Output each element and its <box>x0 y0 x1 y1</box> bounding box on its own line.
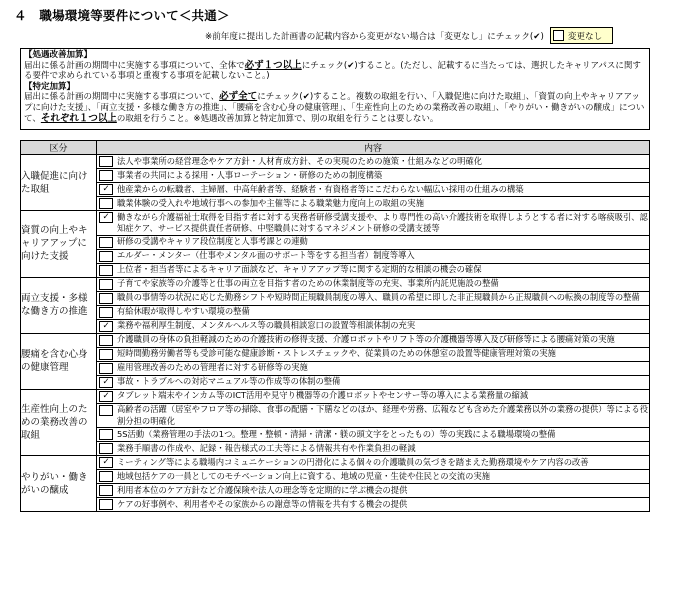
requirement-item <box>97 390 649 403</box>
requirement-text: 5S活動（業務管理の手法の1つ。整理・整頓・清掃・清潔・躾の頭文字をとったもの）等の実践による職場環境の整備 <box>117 428 556 439</box>
checkbox[interactable] <box>99 349 113 360</box>
requirement-text: 子育てや家族等の介護等と仕事の両立を目指す者のための休業制度等の充実、事業所内託児施設の整備 <box>117 278 499 288</box>
requirement-item <box>97 291 649 305</box>
category-row <box>21 211 650 278</box>
requirement-text: 雇用管理改善のための管理者に対する研修等の実施 <box>117 362 308 372</box>
category-label: やりがい・働きがいの醸成 <box>21 456 97 512</box>
category-row <box>21 333 650 389</box>
requirement-item <box>97 196 649 210</box>
requirement-text: エルダー・メンター（仕事やメンタル面のサポート等をする担当者）制度等導入 <box>117 250 415 260</box>
checkbox[interactable] <box>99 279 113 290</box>
requirement-item <box>97 278 649 291</box>
category-row <box>21 389 650 456</box>
requirement-text: 他産業からの転職者、主婦層、中高年齢者等、経験者・有資格者等にこだわらない幅広い採用の仕組みの構築 <box>117 183 524 194</box>
requirement-item <box>97 497 649 511</box>
requirement-text: 職員の事情等の状況に応じた勤務シフトや短時間正規職員制度の導入、職員の希望に即した非正規職員から正規職員への転換の制度等の整備 <box>117 292 640 302</box>
checkbox[interactable] <box>99 499 113 510</box>
category-items <box>97 155 650 211</box>
category-items <box>97 389 650 456</box>
header-category: 区分 <box>21 141 97 155</box>
requirement-text: 地域包括ケアの一員としてのモチベーション向上に資する、地域の児童・生徒や住民との交流の実施 <box>117 470 491 481</box>
requirement-text: 短時間勤務労働者等も受診可能な健康診断・ストレスチェックや、従業員のための休憩室の設置等健康管理対策の実施 <box>117 348 556 358</box>
checkbox[interactable] <box>99 405 113 416</box>
requirement-text: 上位者・担当者等によるキャリア面談など、キャリアアップ等に関する定期的な相談の機会の確保 <box>117 264 482 274</box>
checkbox[interactable] <box>99 198 113 209</box>
header-content: 内容 <box>97 141 650 155</box>
category-items <box>97 333 650 389</box>
checkbox[interactable] <box>99 429 113 440</box>
checkbox[interactable] <box>99 363 113 374</box>
requirement-text: ケアの好事例や、利用者やその家族からの謝意等の情報を共有する機会の提供 <box>117 498 408 509</box>
category-label: 入職促進に向けた取組 <box>21 155 97 211</box>
requirement-text: ミーティング等による職場内コミュニケーションの円滑化による個々の介護職員の気づきを踏まえた勤務環境やケア内容の改善 <box>117 456 589 467</box>
checked-checkbox[interactable]: ✓ <box>99 212 113 223</box>
requirement-item <box>97 249 649 263</box>
no-change-note: ※前年度に提出した計画書の記載内容から変更がない場合は「変更なし」にチェック(✔) <box>205 31 544 42</box>
category-items <box>97 277 650 333</box>
checked-checkbox[interactable]: ✓ <box>99 391 113 402</box>
checked-checkbox[interactable]: ✓ <box>99 184 113 195</box>
requirement-text: 業務や福利厚生制度、メンタルヘルス等の職員相談窓口の設置等相談体制の充実 <box>117 320 416 330</box>
category-items <box>97 211 650 278</box>
category-label: 腰痛を含む心身の健康管理 <box>21 333 97 389</box>
requirement-text: 働きながら介護福祉士取得を目指す者に対する実務者研修受講支援や、より専門性の高い介護技術を取得しようとする者に対する喀痰吸引、認知症ケア、サービス提供責任者研修、中堅職員に対するマネジメント研修の受講支援等 <box>117 211 648 233</box>
category-row <box>21 456 650 512</box>
category-row <box>21 277 650 333</box>
requirement-item <box>97 375 649 389</box>
requirement-text: 事業者の共同による採用・人事ローテーション・研修のための制度構築 <box>117 169 383 180</box>
checkbox[interactable] <box>99 156 113 167</box>
checkbox[interactable] <box>99 307 113 318</box>
requirement-item <box>97 483 649 497</box>
no-change-row <box>205 27 613 44</box>
requirement-item <box>97 403 649 428</box>
requirement-item <box>97 235 649 249</box>
no-change-checkbox[interactable] <box>553 30 564 41</box>
category-label: 資質の向上やキャリアアップに向けた支援 <box>21 211 97 278</box>
category-label: 両立支援・多様な働き方の推進 <box>21 277 97 333</box>
category-row <box>21 155 650 211</box>
checkbox[interactable] <box>99 335 113 346</box>
requirement-item <box>97 347 649 361</box>
checkbox[interactable] <box>99 251 113 262</box>
requirement-item <box>97 361 649 375</box>
checkbox[interactable] <box>99 293 113 304</box>
requirement-text: 有給休暇が取得しやすい環境の整備 <box>117 306 250 316</box>
requirement-item <box>97 334 649 347</box>
requirement-item <box>97 469 649 483</box>
checkbox[interactable] <box>99 485 113 496</box>
no-change-label: 変更なし <box>567 31 603 42</box>
requirement-text: 業務手順書の作成や、記録・報告様式の工夫等による情報共有や作業負担の軽減 <box>117 442 416 453</box>
category-items <box>97 456 650 512</box>
requirement-item <box>97 427 649 441</box>
instructions-paragraph-tokutei: 届出に係る計画の期間中に実施する事項について、必ず全てにチェック(✔)すること。複数の取組を行い、「入職促進に向けた取組」、「資質の向上やキャリアアップに向けた支援」、「両立支援・多様な働き方の推進」、「腰痛を含む心身の健康管理」、「生産性向上のための業務改善の取組」、「やりがい・働きがいの醸成」について、それぞれ１つ以上の取組を行うこと。※処遇改善加算と特定加算で、別の取組を行うことは要しない。 <box>24 91 645 124</box>
no-change-box[interactable] <box>550 27 613 44</box>
requirement-item <box>97 168 649 182</box>
requirement-item <box>97 263 649 277</box>
requirement-text: 介護職員の身体の負担軽減のための介護技術の修得支援、介護ロボットやリフト等の介護機器等導入及び研修等による腰痛対策の実施 <box>117 334 615 344</box>
requirement-text: 法人や事業所の経営理念やケア方針・人材育成方針、その実現のための施策・仕組みなどの明確化 <box>117 155 483 166</box>
requirement-item <box>97 182 649 196</box>
requirement-item <box>97 305 649 319</box>
requirement-item <box>97 441 649 455</box>
requirement-text: 事故・トラブルへの対応マニュアル等の作成等の体制の整備 <box>117 376 341 386</box>
requirement-text: 研修の受講やキャリア段位制度と人事考課との連動 <box>117 236 308 246</box>
requirement-text: 利用者本位のケア方針など介護保険や法人の理念等を定期的に学ぶ機会の提供 <box>117 484 408 495</box>
requirement-item <box>97 211 649 235</box>
checkbox[interactable] <box>99 471 113 482</box>
instructions-heading-tokutei: 【特定加算】 <box>24 81 76 92</box>
checkbox[interactable] <box>99 237 113 248</box>
requirement-item <box>97 155 649 168</box>
instructions-paragraph-shogu: 届出に係る計画の期間中に実施する事項について、全体で必ず１つ以上にチェック(✔)すること。(ただし、記載するに当たっては、選択したキャリアパスに関する要件で求められている事項と重複する事項を記載しないこと。) <box>24 59 641 82</box>
section-title: ４ 職場環境等要件について＜共通＞ <box>14 8 230 23</box>
category-label: 生産性向上のための業務改善の取組 <box>21 389 97 456</box>
instructions-heading-shogu: 【処遇改善加算】 <box>24 50 93 60</box>
checkbox[interactable] <box>99 265 113 276</box>
checked-checkbox[interactable]: ✓ <box>99 457 113 468</box>
checkbox[interactable] <box>99 170 113 181</box>
requirement-text: 職業体験の受入れや地域行事への参加や主催等による職業魅力度向上の取組の実施 <box>117 197 424 208</box>
checked-checkbox[interactable]: ✓ <box>99 321 113 332</box>
requirement-text: 高齢者の活躍（居室やフロア等の掃除、食事の配膳・下膳などのほか、経理や労務、広報なども含めた介護業務以外の業務の提供）等による役割分担の明確化 <box>117 404 649 426</box>
requirement-item <box>97 456 649 469</box>
requirements-table <box>20 140 650 512</box>
requirement-text: タブレット端末やインカム等のICT活用や見守り機器等の介護ロボットやセンサー等の導入による業務量の縮減 <box>117 390 529 400</box>
checkbox[interactable] <box>99 443 113 454</box>
requirement-item <box>97 319 649 333</box>
instructions-box <box>20 48 650 130</box>
checked-checkbox[interactable]: ✓ <box>99 377 113 388</box>
